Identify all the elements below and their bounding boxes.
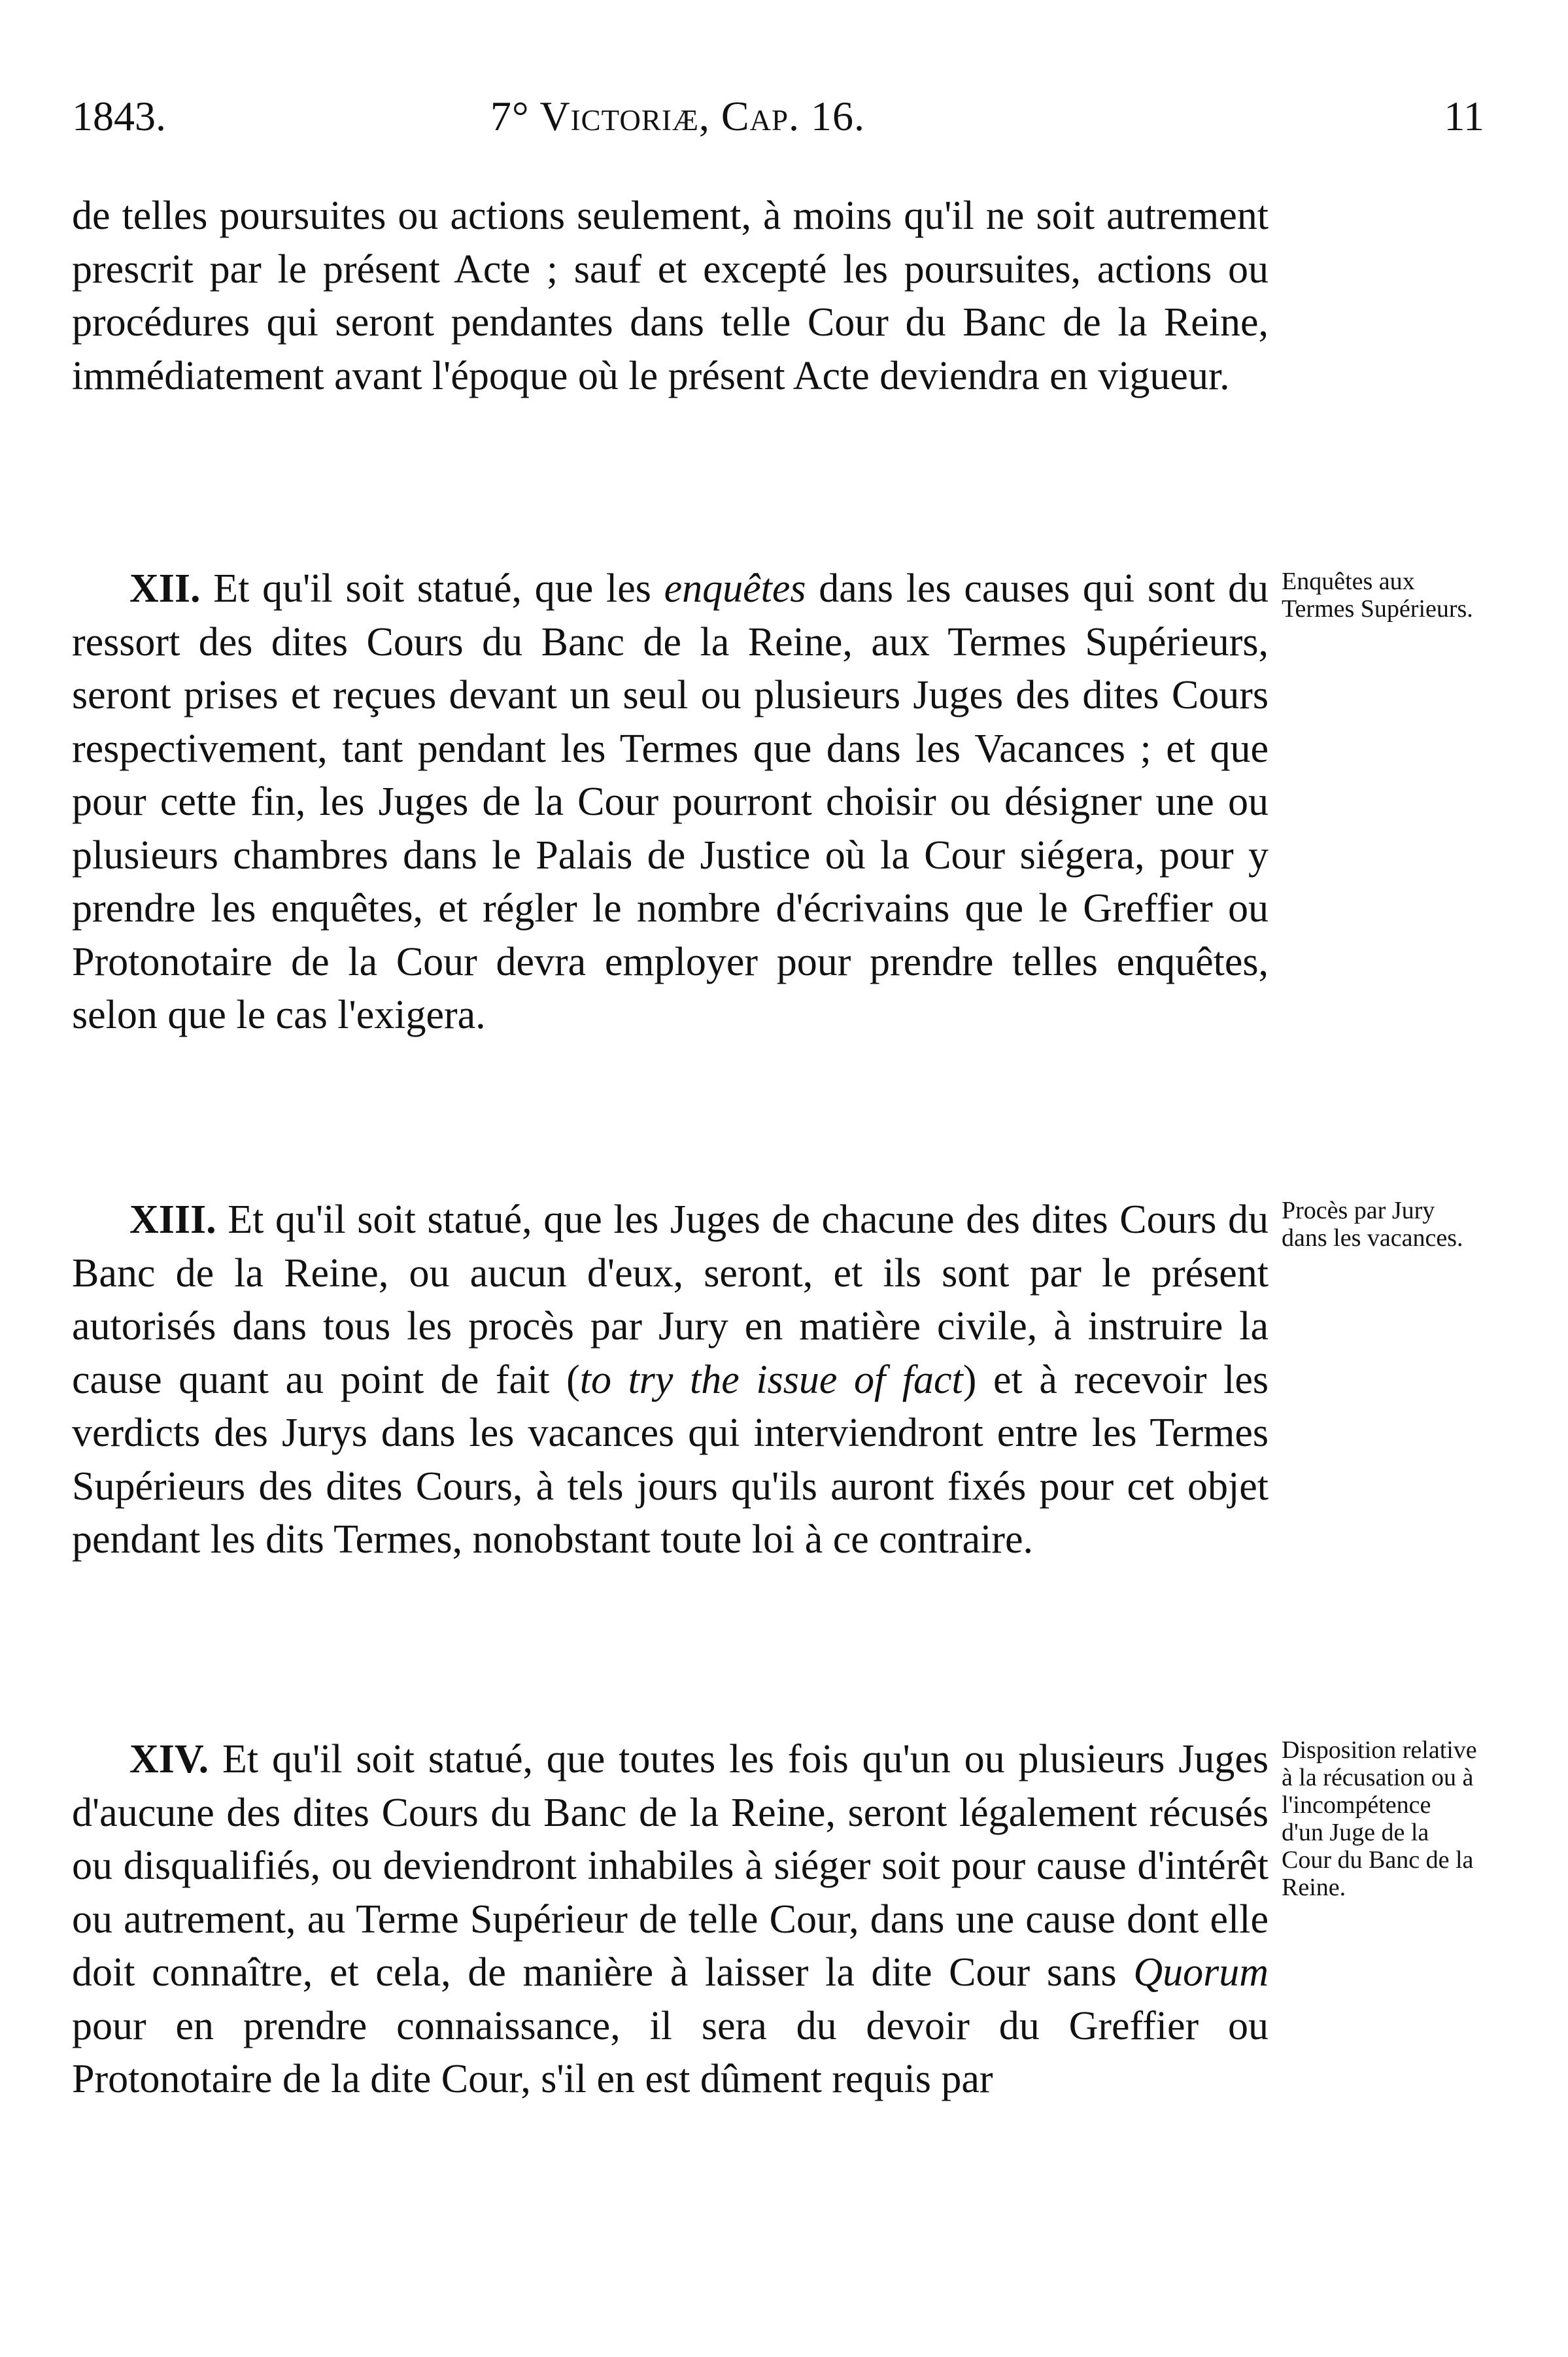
section-xiv xyxy=(72,1733,1269,2107)
italic-term: Quorum xyxy=(1133,1950,1269,1995)
margin-note-xiv: Disposition relative à la récusation ou à l'incompétence d'un Juge de la Cour du Banc de la Reine. xyxy=(1282,1736,1477,1901)
section-xiii xyxy=(72,1194,1269,1567)
page-number: 11 xyxy=(1444,93,1484,139)
section-number: XII. xyxy=(129,566,201,611)
margin-note-xiii: Procès par Jury dans les vacances. xyxy=(1282,1197,1463,1252)
running-header xyxy=(72,84,1484,149)
header-year: 1843. xyxy=(72,93,166,139)
section-number: XIV. xyxy=(129,1737,209,1781)
paragraph-text: de telles poursuites ou actions seulement, à moins qu'il ne soit autrement prescrit par le présent Acte ; sauf et excepté les poursuites, actions ou procédures qui seront pendantes dans telle Cour du Banc de la Reine, immédiatement avant l'époque où le présent Acte deviendra en vigueur. xyxy=(72,194,1269,398)
paragraph-continuation xyxy=(72,190,1269,403)
section-xii xyxy=(72,562,1269,1042)
section-xii-text: XII. Et qu'il soit statué, que les enquêtes dans les causes qui sont du ressort des dites Cours du Banc de la Reine, aux Termes Supérieurs, seront prises et reçues devant un seul ou plusieurs Juges des dites Cours respectivement, tant pendant les Termes que dans les Vacances ; et que pour cette fin, les Juges de la Cour pourront choisir ou désigner une ou plusieurs chambres dans le Palais de Justice où la Cour siégera, pour y prendre les enquêtes, et régler le nombre d'écrivains que le Greffier ou Protonotaire de la Cour devra employer pour prendre telles enquêtes, selon que le cas l'exigera. xyxy=(72,566,1269,1037)
section-xiii-text: XIII. Et qu'il soit statué, que les Juges de chacune des dites Cours du Banc de la Reine, ou aucun d'eux, seront, et ils sont par le présent autorisés dans tous les procès par Jury en matière civile, à instruire la cause quant au point de fait (to try the issue of fact) et à recevoir les verdicts des Jurys dans les vacances qui interviendront entre les Termes Supérieurs des dites Cours, à tels jours qu'ils auront fixés pour cet objet pendant les dits Termes, nonobstant toute loi à ce contraire. xyxy=(72,1197,1269,1562)
section-number: XIII. xyxy=(129,1197,216,1242)
italic-term: to try the issue of fact xyxy=(579,1357,963,1402)
header-title: 7° Victoriæ, Cap. 16. xyxy=(490,93,866,139)
section-xiv-text: XIV. Et qu'il soit statué, que toutes les fois qu'un ou plusieurs Juges d'aucune des dites Cours du Banc de la Reine, seront légalement récusés ou disqualifiés, ou deviendront inhabiles à siéger soit pour cause d'intérêt ou autrement, au Terme Supérieur de telle Cour, dans une cause dont elle doit connaître, et cela, de manière à laisser la dite Cour sans Quorum pour en prendre connaissance, il sera du devoir du Greffier ou Protonotaire de la dite Cour, s'il en est dûment requis par xyxy=(72,1737,1269,2101)
margin-note-xii: Enquêtes aux Termes Supérieurs. xyxy=(1282,568,1473,623)
italic-term: enquêtes xyxy=(664,566,806,611)
